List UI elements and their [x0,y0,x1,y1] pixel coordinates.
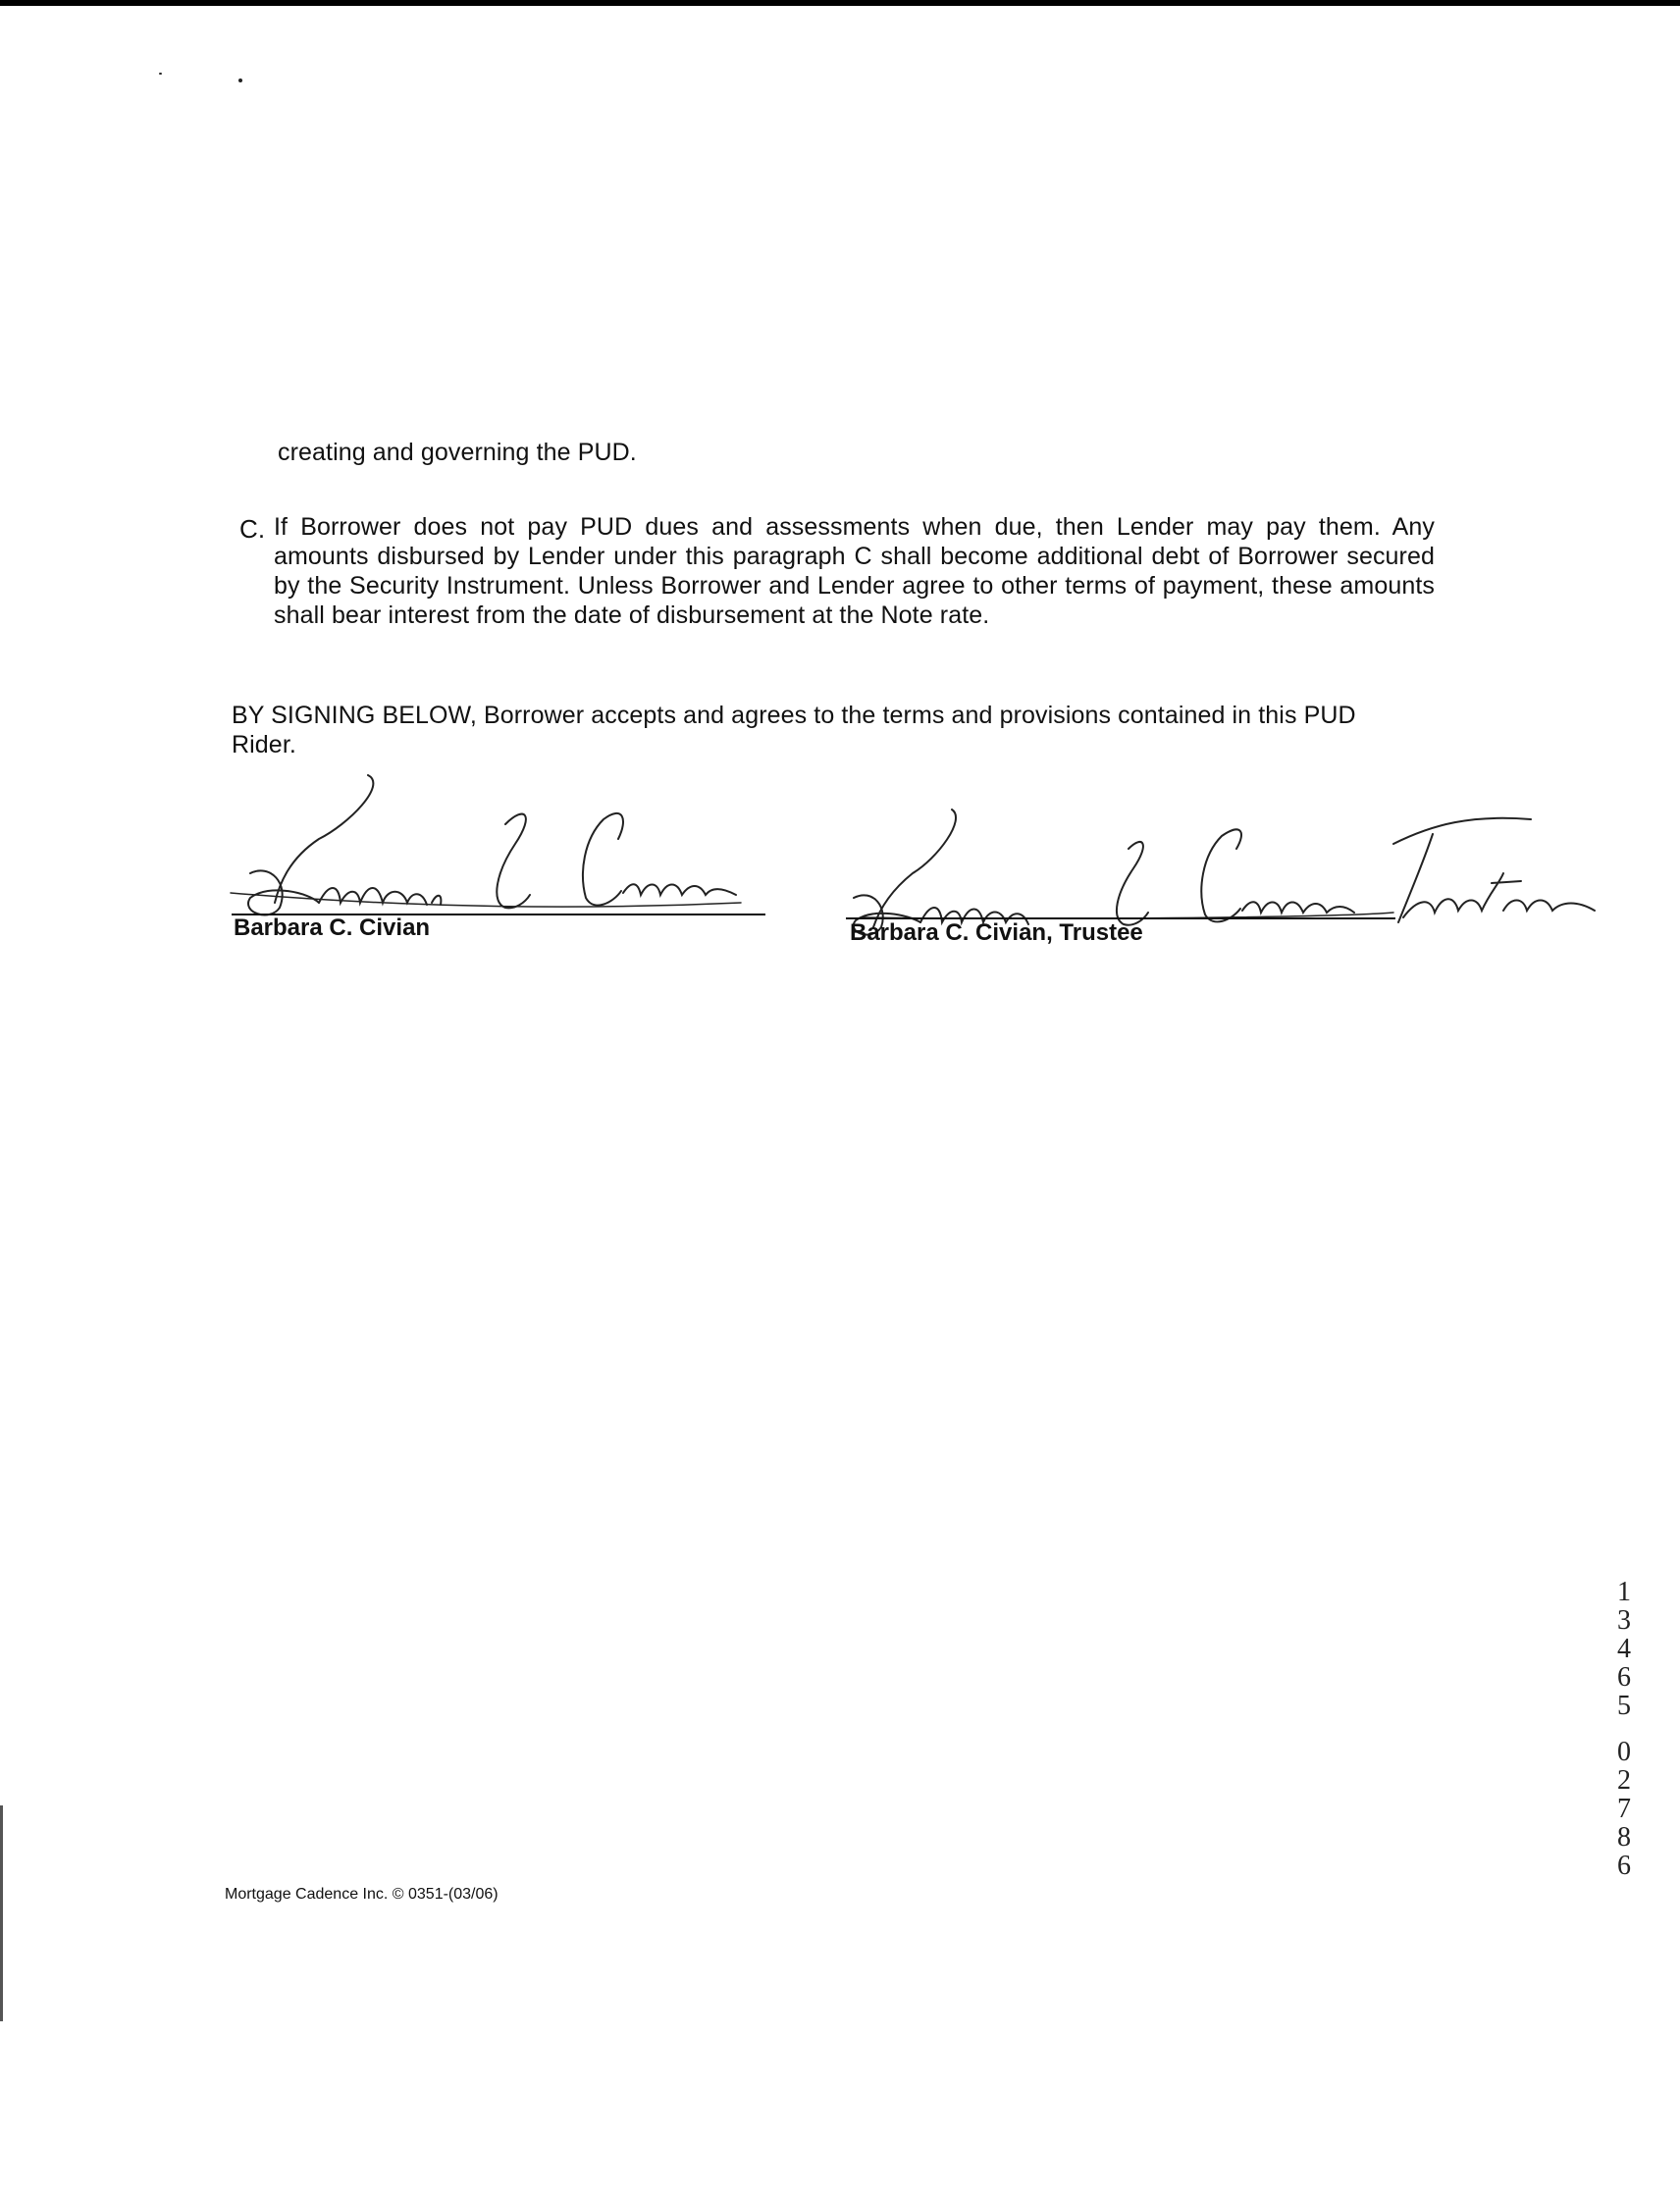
side-number-digit: 7 [1617,1794,1631,1824]
scan-speck [238,78,242,82]
continuation-text: creating and governing the PUD. [278,439,637,466]
side-number-digit: 1 [1617,1577,1631,1607]
side-number-digit: 6 [1617,1851,1631,1881]
side-number-digit: 3 [1617,1605,1631,1636]
side-number-digit: 2 [1617,1765,1631,1796]
signing-statement: BY SIGNING BELOW, Borrower accepts and agrees to the terms and provisions contained in this PUD Rider. [232,702,1356,758]
side-number-gap [1609,1720,1639,1738]
side-number-digit: 8 [1617,1822,1631,1853]
scan-edge-left [0,1805,3,2021]
handwritten-signature [231,765,780,932]
printed-name-trustee: Barbara C. Civian, Trustee [850,919,1143,946]
printed-name-borrower: Barbara C. Civian [234,914,431,941]
side-number-digit: 5 [1617,1691,1631,1721]
side-number-digit: 0 [1617,1737,1631,1767]
side-document-number [1609,1578,1639,1880]
scan-edge [0,0,1680,6]
item-c-text: If Borrower does not pay PUD dues and assessments when due, then Lender may pay them. Any amounts disbursed by Lender under this paragraph C shall become additional debt of Borrower secured by the Security Instrument. Unless Borrower and Lender agree to other terms of payment, these amounts shall bear interest from the date of disbursement at the Note rate. [274,513,1435,629]
item-c-label: C. [239,514,266,544]
side-number-digit: 6 [1617,1662,1631,1693]
side-number-digit: 4 [1617,1634,1631,1664]
form-footer: Mortgage Cadence Inc. © 0351-(03/06) [225,1886,499,1903]
scan-speck [159,73,162,75]
